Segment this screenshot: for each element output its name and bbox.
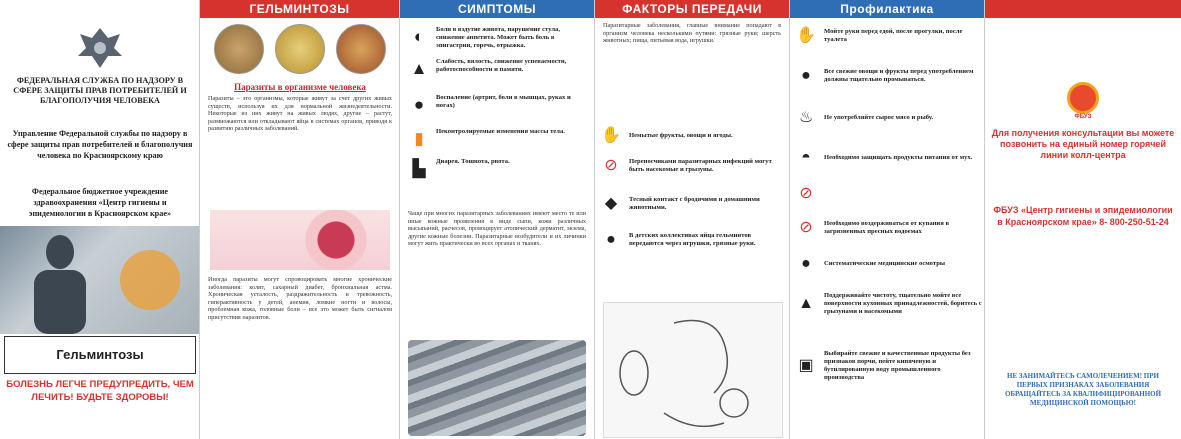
prevention-item: ⊘ Необходимо воздерживаться от купания в загрязненных пресных водоемах: [796, 218, 982, 238]
hand-icon: ✋: [601, 127, 621, 144]
panel-header: Профилактика: [790, 0, 984, 18]
panel-header: СИМПТОМЫ: [400, 0, 594, 18]
tired-person-icon: ▲: [410, 59, 428, 78]
fbuz-logo-icon: [1067, 82, 1099, 114]
cooking-pot-icon: ♨: [798, 109, 814, 126]
body-illustration: [0, 226, 200, 334]
toilet-icon: ▙: [412, 159, 426, 178]
logo-label: ФБУЗ: [1074, 114, 1092, 120]
parasite-image-3: [336, 24, 386, 74]
panel-header: ФАКТОРЫ ПЕРЕДАЧИ: [595, 0, 789, 18]
prevention-item: ● Систематические медицинские осмотры: [796, 254, 982, 274]
no-flies-icon: ⊘: [799, 185, 813, 202]
factor-item: ● В детских коллективах яйца гельминтов передаются через игрушки, грязные руки.: [601, 230, 787, 250]
cover-title-box: Гельминтозы: [4, 336, 196, 374]
prevention-item: ♨ Не употребляйте сырое мясо и рыбу.: [796, 108, 982, 128]
stomach-icon: ◐: [413, 27, 425, 46]
symptom-item: ▙ Диарея. Тошнота, рвота.: [408, 158, 588, 180]
factor-item: ⊘ Переносчиками паразитарных инфекций могут быть насекомые и грызуны.: [601, 156, 787, 176]
grocery-basket-icon: ▣: [798, 357, 814, 374]
symptom-item: ▮ Неконтролируемые изменения массы тела.: [408, 128, 588, 150]
no-swimming-icon: ⊘: [799, 219, 813, 236]
food-cover-icon: ◓: [801, 149, 811, 166]
factor-item: ✋ Немытые фрукты, овощи и ягоды.: [601, 127, 733, 144]
paragraph: Иногда паразиты могут спровоцировать многие хронические заболевания: колит, сахарный диабет, бронхиальная астма. Хроническая усталость, раздражительность и тревожность, гиперактивность у детей, анемия, ломкие ногти и волосы, проблемная кожа, головные боли – все это может быть сигналом присутствия паразитов.: [208, 276, 392, 321]
cleaning-icon: ▲: [798, 295, 814, 312]
paragraph: Паразиты – это организмы, которые живут за счет других живых существ, используя их для нормальной жизнедеятельности. Некоторые из них живут на живых людях, другие – растут, размножаются или откладывают яйца в системах органов, приводя к развитию различных заболеваний.: [208, 95, 392, 133]
parasite-images: [208, 24, 392, 74]
teddy-bear-icon: ●: [606, 231, 616, 248]
prevention-item: ▲ Поддерживайте чистоту, тщательно мойте все поверхности кухонных принадлежностей, боритесь с грызунами и насекомыми: [796, 292, 982, 316]
joint-pain-icon: ●: [413, 95, 425, 114]
parasite-image-2: [275, 24, 325, 74]
section-title: Паразиты в организме человека: [234, 82, 366, 92]
factor-item: ◆ Тесный контакт с бродячими и домашними животными.: [601, 194, 787, 214]
symptom-item: ◐ Боли в вздутие живота, нарушение стула, снижение аппетита. Может быть боль в эпигастрии, горечь, отрыжка.: [408, 26, 588, 50]
fish-image: [408, 340, 586, 436]
symptoms-panel: [400, 0, 595, 439]
symptom-item: ● Воспаление (артрит, боли в мышцах, руках и ногах): [408, 94, 588, 116]
org-institution: Федеральное бюджетное учреждение здравоохранения «Центр гигиены и эпидемиологии в Красноярском крае»: [28, 187, 172, 218]
prevention-item: ▣ Выбирайте свежие и качественные продукты без признаков порчи, пейте кипяченую и бутилированную воду промышленного производства: [796, 350, 982, 382]
cover-panel: [0, 0, 200, 439]
lifecycle-diagram-icon: [604, 303, 782, 437]
handwash-icon: ✋: [796, 27, 816, 44]
contact-panel: [985, 0, 1181, 439]
org-title: ФЕДЕРАЛЬНАЯ СЛУЖБА ПО НАДЗОРУ В СФЕРЕ ЗАЩИТЫ ПРАВ ПОТРЕБИТЕЛЕЙ И БЛАГОПОЛУЧИЯ ЧЕЛОВЕКА: [13, 76, 187, 105]
panel-header: ГЕЛЬМИНТОЗЫ: [200, 0, 399, 18]
warning-text: НЕ ЗАНИМАЙТЕСЬ САМОЛЕЧЕНИЕМ! ПРИ ПЕРВЫХ ПРИЗНАКАХ ЗАБОЛЕВАНИЯ ОБРАЩАЙТЕСЬ ЗА КВАЛИФИЦИРОВАННОЙ МЕДИЦИНСКОЙ ПОМОЩЬЮ!: [1004, 372, 1162, 407]
helminths-panel: [200, 0, 400, 439]
prevention-item: [796, 184, 982, 204]
weight-icon: ▮: [414, 129, 424, 148]
fruit-icon: ●: [801, 67, 811, 84]
transmission-panel: [595, 0, 790, 439]
paragraph: Чаще при многих паразитарных заболеваниях имеют место те или иные кожные проявления в виде сыпи, кожи различных высыпаний, расчесов, провоцирует атопический дерматит, экзема, другие кожные болезни. Паразитарные возбудители и их личинки могут жить практически во всех органах и тканях.: [408, 210, 586, 248]
panel-header: [985, 0, 1181, 18]
stomach-illustration: [210, 210, 390, 270]
emblem-icon: [72, 24, 128, 72]
transmission-diagram: [603, 302, 783, 438]
cover-slogan: БОЛЕЗНЬ ЛЕГЧЕ ПРЕДУПРЕДИТЬ, ЧЕМ ЛЕЧИТЬ! БУДЬТЕ ЗДОРОВЫ!: [6, 379, 194, 403]
prevention-item: ✋ Мойте руки перед едой, после прогулки, после туалета: [796, 27, 963, 44]
dog-icon: ◆: [604, 195, 618, 212]
prevention-item: ◓ Необходимо защищать продукты питания от мух.: [796, 148, 982, 168]
prevention-item: ● Все свежие овощи и фрукты перед употреблением должны тщательно промываться.: [796, 66, 982, 86]
paragraph: Паразитарные заболевания, главные внимание попадают в организм человека несколькими путями: грязные руки; шерсть животных; пища, питьевая вода, игрушки.: [603, 22, 781, 45]
consultation-text: Для получения консультации вы можете позвонить на единый номер горячей линии колл-центра: [991, 128, 1175, 160]
contact-org: ФБУЗ «Центр гигиены и эпидемиологии в Красноярском крае» 8- 800-250-51-24: [993, 205, 1173, 227]
parasite-image-1: [214, 24, 264, 74]
human-silhouette-icon: [0, 226, 200, 334]
symptom-item: ▲ Слабость, вялость, снижение успеваемости, работоспособности и памяти.: [408, 58, 588, 80]
no-insects-icon: ⊘: [604, 157, 618, 174]
prevention-panel: [790, 0, 985, 439]
doctor-icon: ●: [801, 255, 811, 272]
org-department: Управление Федеральной службы по надзору в сфере защиты прав потребителей и благополучия человека по Красноярскому краю: [7, 129, 193, 160]
